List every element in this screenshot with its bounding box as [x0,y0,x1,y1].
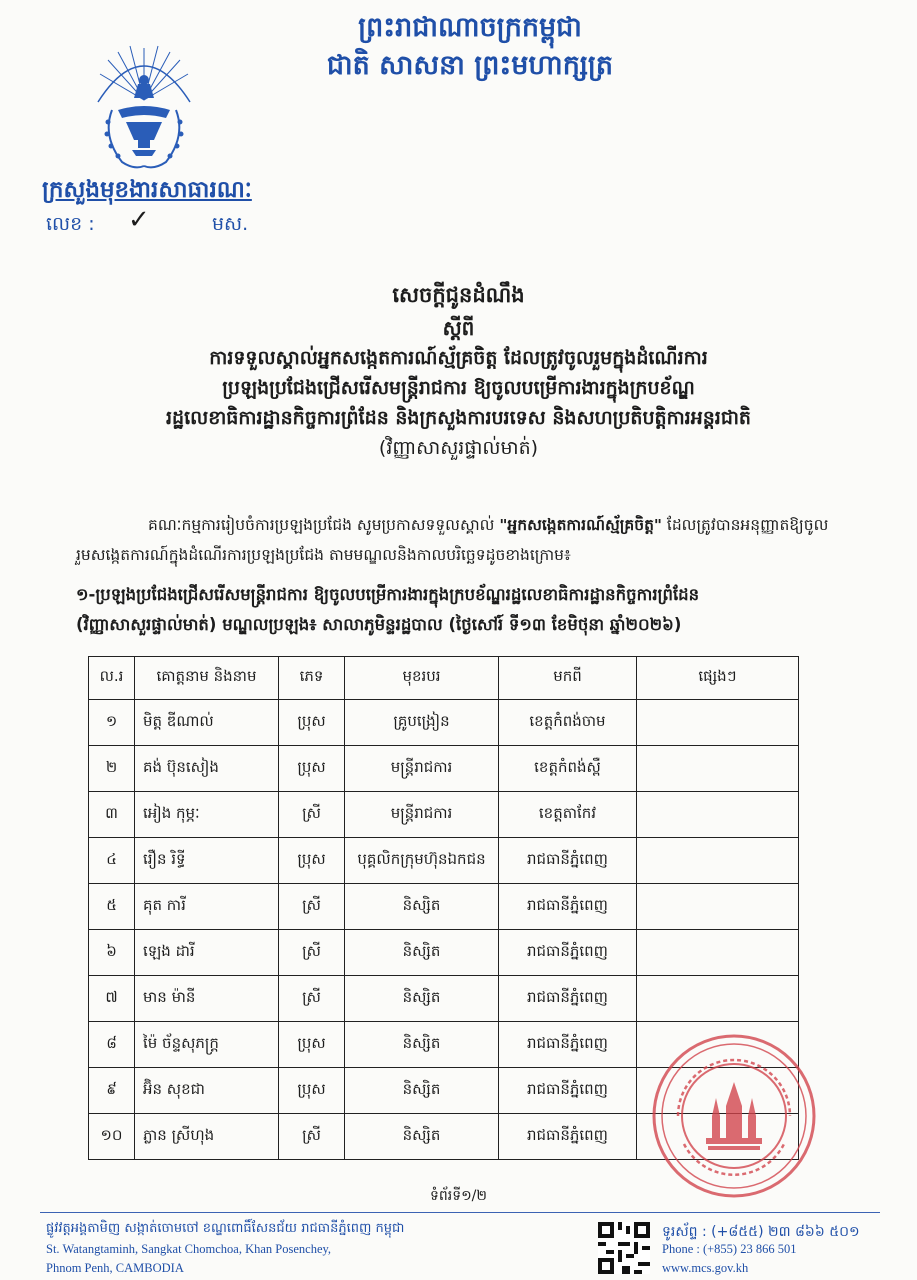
intro-text: ដែលត្រូវបានអនុញ្ញាតឱ្យចូលរួមសង្កេតការណ៍ក្នុងដំណើរការប្រឡងប្រជែង តាមមណ្ឌលនិងកាលបរិច្ឆេទដូចខាងក្រោម៖ [76,516,829,564]
table-cell: ប្រុស [279,700,345,746]
reference-label: លេខ : [46,213,95,235]
intro-highlight: "អ្នកសង្កេតការណ៍ស្ម័គ្រចិត្ត" [499,516,662,534]
table-cell: រាជធានីភ្នំពេញ [499,1022,637,1068]
table-cell: ស្រី [279,930,345,976]
table-row [89,792,799,838]
column-header: មុខរបរ [345,657,499,700]
national-motto: ជាតិ សាសនា ព្រះមហាក្សត្រ [326,50,614,81]
table-row [89,700,799,746]
table-cell: ៥ [89,884,135,930]
address-english-line1: St. Watangtaminh, Sangkat Chomchoa, Khan Posenchey, [46,1242,332,1256]
section-heading [76,580,856,640]
table-cell: ៨ [89,1022,135,1068]
table-cell: ស្រី [279,792,345,838]
table-cell: បុគ្គលិកក្រុមហ៊ុនឯកជន [345,838,499,884]
table-cell: ៧ [89,976,135,1022]
table-cell: និស្សិត [345,930,499,976]
table-cell [637,930,799,976]
table-cell: រាជធានីភ្នំពេញ [499,884,637,930]
table-cell: គង់ ប៊ុនសៀង [135,746,279,792]
table-row [89,838,799,884]
phone-khmer: ទូរស័ព្ទ : (+៨៥៥) ២៣ ៨៦៦ ៥០១ [662,1224,860,1240]
table-cell: ប្រុស [279,1068,345,1114]
table-cell: ស្រី [279,1114,345,1160]
table-cell: អ៊ិន សុខជា [135,1068,279,1114]
intro-paragraph [76,510,836,570]
table-cell: មន្ត្រីរាជការ [345,746,499,792]
table-cell [637,884,799,930]
table-cell: ៤ [89,838,135,884]
table-cell: និស្សិត [345,976,499,1022]
subject-line: ប្រឡងប្រជែងជ្រើសរើសមន្ត្រីរាជការ ឱ្យចូលបម្រើការងារក្នុងក្របខ័ណ្ឌ [222,377,695,399]
section-heading-line: ១-ប្រឡងប្រជែងជ្រើសរើសមន្ត្រីរាជការ ឱ្យចូលបម្រើការងារក្នុងក្របខ័ណ្ឌរដ្ឋលេខាធិការដ្ឋានកិច្ចការព្រំដែន [76,585,700,604]
column-header: ល.រ [89,657,135,700]
table-cell: និស្សិត [345,1022,499,1068]
table-cell: រឿន រិទ្ធី [135,838,279,884]
address-english-line2: Phnom Penh, CAMBODIA [46,1261,184,1275]
ministry-emblem-icon [88,40,200,180]
reference-suffix: មស. [212,213,249,235]
table-row [89,746,799,792]
official-seal-icon [650,1032,818,1200]
subject-line: រដ្ឋលេខាធិការដ្ឋានកិច្ចការព្រំដែន និងក្រសួងការបរទេស និងសហប្រតិបត្តិការអន្តរជាតិ [166,407,751,429]
table-cell: រាជធានីភ្នំពេញ [499,1114,637,1160]
table-row [89,930,799,976]
table-header-row [89,657,799,700]
page-number: ទំព័រទី១/២ [429,1188,487,1204]
table-cell: ៩ [89,1068,135,1114]
column-header: ភេទ [279,657,345,700]
table-cell: ៣ [89,792,135,838]
table-cell: មាន ម៉ានី [135,976,279,1022]
check-mark-icon: ✓ [128,205,150,235]
table-cell: ប្រុស [279,746,345,792]
table-cell: ១ [89,700,135,746]
ministry-name: ក្រសួងមុខងារសាធារណៈ [42,177,252,203]
kingdom-title: ព្រះរាជាណាចក្រកម្ពុជា [358,12,582,43]
table-cell: ៦ [89,930,135,976]
table-cell: ប្រុស [279,838,345,884]
table-cell: ខេត្តកំពង់ចាម [499,700,637,746]
table-cell: រាជធានីភ្នំពេញ [499,838,637,884]
table-cell: ១០ [89,1114,135,1160]
table-cell: គុត ការី [135,884,279,930]
table-cell [637,976,799,1022]
table-cell: ខេត្តកំពង់ស្ពឺ [499,746,637,792]
table-cell: គ្រូបង្រៀន [345,700,499,746]
table-cell [637,700,799,746]
table-cell: ប្រុស [279,1022,345,1068]
table-cell: មិត្ត ឌីណាល់ [135,700,279,746]
table-cell: និស្សិត [345,884,499,930]
table-cell: ខេត្តតាកែវ [499,792,637,838]
table-cell [637,838,799,884]
table-cell: ស្រី [279,976,345,1022]
column-header: មកពី [499,657,637,700]
subject-line: (វិញ្ញាសាសួរផ្ទាល់មាត់) [378,437,539,459]
notice-about: ស្តីពី [442,316,475,340]
table-cell: ភ្លាន ស្រីហុង [135,1114,279,1160]
phone-english: Phone : (+855) 23 866 501 [662,1242,797,1256]
table-row [89,976,799,1022]
table-cell: មន្ត្រីរាជការ [345,792,499,838]
notice-title: សេចក្តីជូនដំណឹង [392,283,525,307]
table-cell: និស្សិត [345,1068,499,1114]
table-cell: រាជធានីភ្នំពេញ [499,1068,637,1114]
table-cell: ស្រី [279,884,345,930]
intro-text: គណៈកម្មការរៀបចំការប្រឡងប្រជែង សូមប្រកាសទទួលស្គាល់ [148,516,500,534]
table-cell: ២ [89,746,135,792]
column-header: គោត្តនាម និងនាម [135,657,279,700]
address-khmer: ផ្លូវវត្តអង្គតាមិញ សង្កាត់ចោមចៅ ខណ្ឌពោធិ៍សែនជ័យ រាជធានីភ្នំពេញ កម្ពុជា [46,1221,405,1236]
section-heading-line: (វិញ្ញាសាសួរផ្ទាល់មាត់) មណ្ឌលប្រឡង៖ សាលាភូមិន្ទរដ្ឋបាល (ថ្ងៃសៅរ៍ ទី១៣ ខែមិថុនា ឆ្នាំ២០២៦) [76,615,682,634]
table-cell: រាជធានីភ្នំពេញ [499,930,637,976]
table-cell: រាជធានីភ្នំពេញ [499,976,637,1022]
table-cell [637,746,799,792]
table-cell: អៀង កុម្ភៈ [135,792,279,838]
table-cell: ម៉ៃ ច័ន្ទសុភក្ត្រ [135,1022,279,1068]
footer-divider [40,1212,880,1213]
website-link[interactable]: www.mcs.gov.kh [662,1261,749,1275]
qr-code-icon [598,1222,650,1274]
subject-line: ការទទួលស្គាល់អ្នកសង្កេតការណ៍ស្ម័គ្រចិត្ត ដែលត្រូវចូលរួមក្នុងដំណើរការ [209,347,708,369]
table-cell: ឡេង ដារី [135,930,279,976]
table-cell: និស្សិត [345,1114,499,1160]
column-header: ផ្សេងៗ [637,657,799,700]
table-row [89,884,799,930]
table-cell [637,792,799,838]
